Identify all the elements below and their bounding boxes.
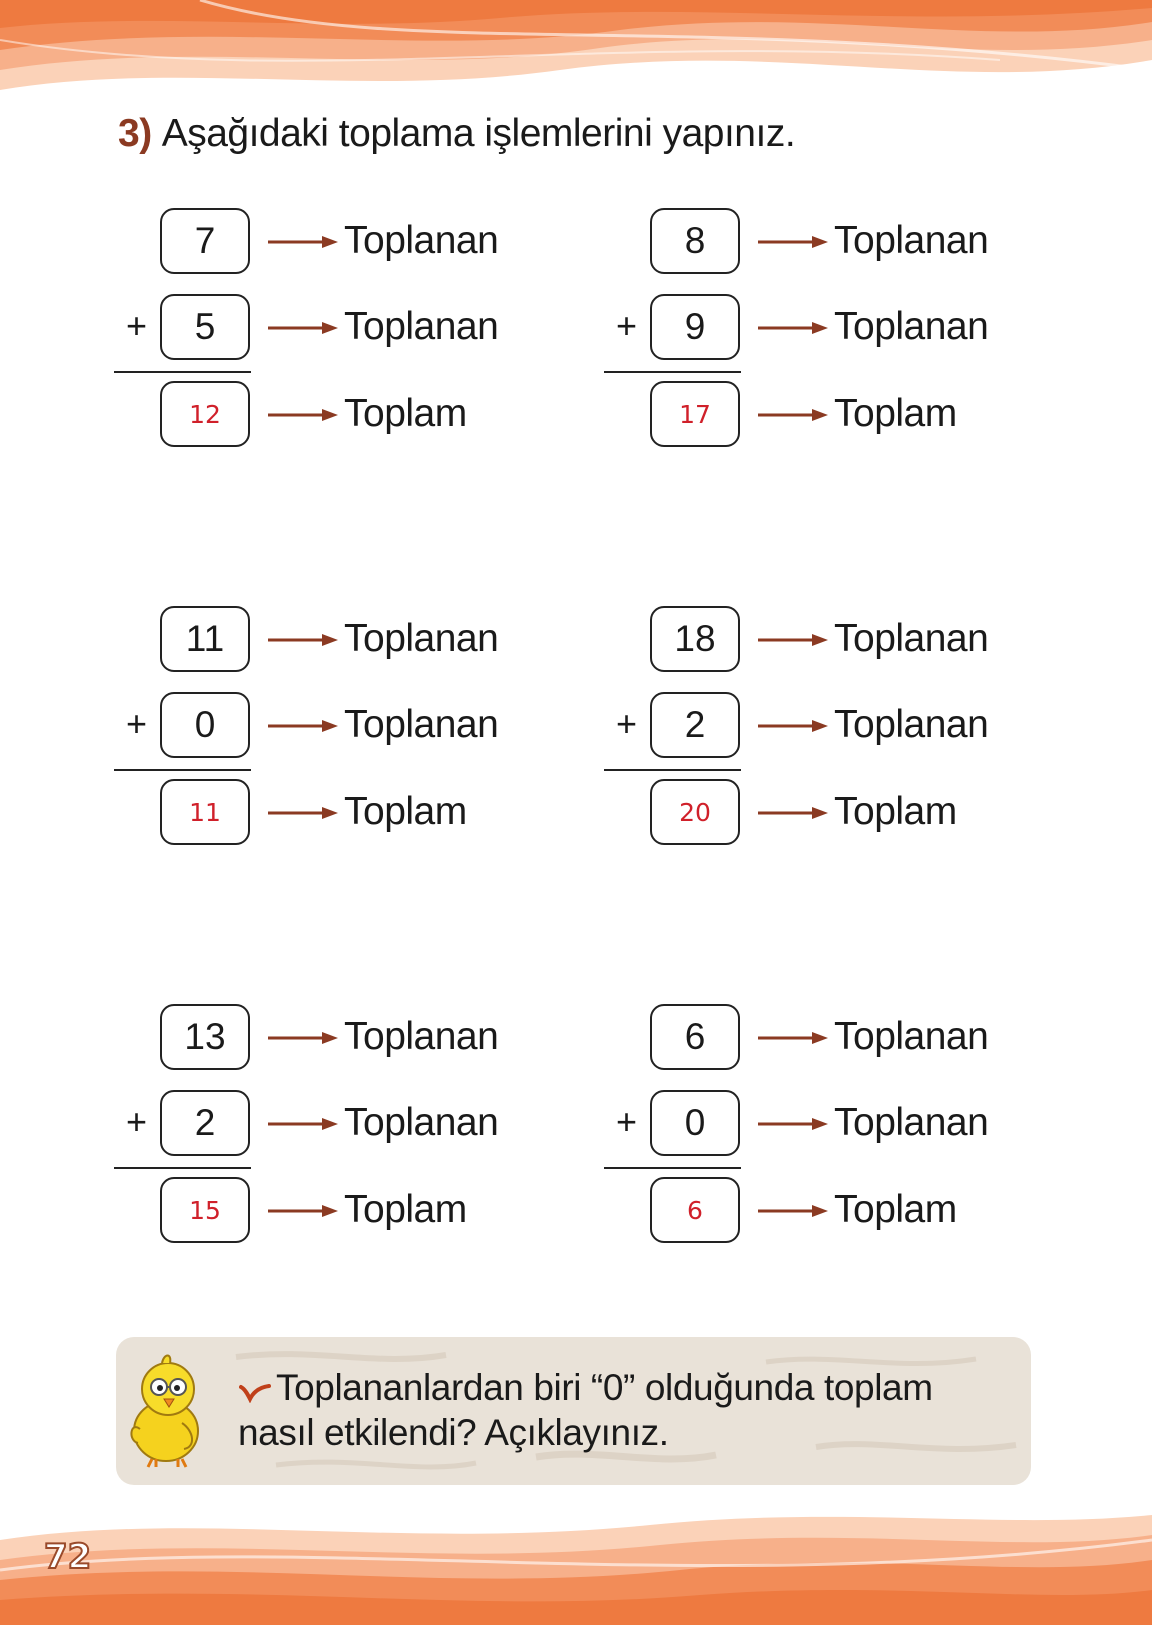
addend-label: Toplanan bbox=[344, 305, 499, 348]
addend-label: Toplanan bbox=[344, 617, 499, 660]
sum-label: Toplam bbox=[344, 392, 467, 435]
addend-2-box: 0 bbox=[160, 692, 250, 758]
note-question-line-1: Toplananlardan biri “0” olduğunda toplam bbox=[276, 1367, 933, 1408]
right-arrow-icon bbox=[268, 1204, 338, 1218]
addition-problem-1 bbox=[114, 208, 584, 458]
addend-2-box: 9 bbox=[650, 294, 740, 360]
right-arrow-icon bbox=[268, 633, 338, 647]
addend-1-box: 7 bbox=[160, 208, 250, 274]
reflection-note-box bbox=[116, 1337, 1031, 1485]
right-arrow-icon bbox=[758, 1204, 828, 1218]
check-mark-icon bbox=[239, 1377, 271, 1403]
addend-label: Toplanan bbox=[344, 219, 499, 262]
sum-label: Toplam bbox=[344, 1188, 467, 1231]
sum-line bbox=[604, 1167, 741, 1169]
paper-texture bbox=[116, 1337, 1031, 1485]
page-number: 72 bbox=[44, 1537, 92, 1577]
addend-label: Toplanan bbox=[834, 305, 989, 348]
right-arrow-icon bbox=[268, 1117, 338, 1131]
addition-problem-2 bbox=[604, 208, 1074, 458]
sum-line bbox=[604, 371, 741, 373]
sum-answer-box[interactable]: 12 bbox=[160, 381, 250, 447]
addition-problem-6 bbox=[604, 1004, 1074, 1254]
addend-2-box: 2 bbox=[650, 692, 740, 758]
addend-label: Toplanan bbox=[344, 703, 499, 746]
addend-label: Toplanan bbox=[834, 1015, 989, 1058]
bottom-wave-decoration bbox=[0, 1500, 1152, 1625]
sum-answer-box[interactable]: 6 bbox=[650, 1177, 740, 1243]
sum-answer-box[interactable]: 17 bbox=[650, 381, 740, 447]
right-arrow-icon bbox=[268, 806, 338, 820]
chick-mascot-icon bbox=[122, 1351, 212, 1469]
exercise-number: 3) bbox=[118, 112, 152, 155]
addend-label: Toplanan bbox=[344, 1015, 499, 1058]
right-arrow-icon bbox=[268, 408, 338, 422]
right-arrow-icon bbox=[268, 321, 338, 335]
sum-line bbox=[114, 769, 251, 771]
sum-line bbox=[114, 1167, 251, 1169]
addition-problem-5 bbox=[114, 1004, 584, 1254]
plus-sign: + bbox=[616, 1101, 638, 1142]
addend-label: Toplanan bbox=[834, 617, 989, 660]
addition-problem-4 bbox=[604, 606, 1074, 856]
addend-1-box: 11 bbox=[160, 606, 250, 672]
right-arrow-icon bbox=[758, 633, 828, 647]
sum-label: Toplam bbox=[344, 790, 467, 833]
right-arrow-icon bbox=[758, 408, 828, 422]
sum-answer-box[interactable]: 20 bbox=[650, 779, 740, 845]
plus-sign: + bbox=[616, 703, 638, 744]
addend-label: Toplanan bbox=[834, 703, 989, 746]
right-arrow-icon bbox=[268, 719, 338, 733]
note-question-line-2: nasıl etkilendi? Açıklayınız. bbox=[238, 1412, 669, 1453]
sum-line bbox=[114, 371, 251, 373]
addend-label: Toplanan bbox=[344, 1101, 499, 1144]
addend-2-box: 2 bbox=[160, 1090, 250, 1156]
sum-label: Toplam bbox=[834, 790, 957, 833]
exercise-title bbox=[118, 112, 795, 156]
right-arrow-icon bbox=[758, 321, 828, 335]
exercise-instruction: Aşağıdaki toplama işlemlerini yapınız. bbox=[161, 112, 796, 155]
plus-sign: + bbox=[126, 1101, 148, 1142]
addend-2-box: 5 bbox=[160, 294, 250, 360]
sum-answer-box[interactable]: 11 bbox=[160, 779, 250, 845]
addend-2-box: 0 bbox=[650, 1090, 740, 1156]
right-arrow-icon bbox=[758, 235, 828, 249]
right-arrow-icon bbox=[758, 1117, 828, 1131]
addend-label: Toplanan bbox=[834, 1101, 989, 1144]
plus-sign: + bbox=[126, 703, 148, 744]
top-wave-decoration bbox=[0, 0, 1152, 120]
right-arrow-icon bbox=[758, 806, 828, 820]
addend-1-box: 6 bbox=[650, 1004, 740, 1070]
sum-line bbox=[604, 769, 741, 771]
plus-sign: + bbox=[616, 305, 638, 346]
addend-label: Toplanan bbox=[834, 219, 989, 262]
sum-label: Toplam bbox=[834, 1188, 957, 1231]
right-arrow-icon bbox=[268, 235, 338, 249]
right-arrow-icon bbox=[758, 1031, 828, 1045]
addition-problem-3 bbox=[114, 606, 584, 856]
addend-1-box: 13 bbox=[160, 1004, 250, 1070]
plus-sign: + bbox=[126, 305, 148, 346]
addend-1-box: 18 bbox=[650, 606, 740, 672]
sum-answer-box[interactable]: 15 bbox=[160, 1177, 250, 1243]
right-arrow-icon bbox=[268, 1031, 338, 1045]
right-arrow-icon bbox=[758, 719, 828, 733]
addend-1-box: 8 bbox=[650, 208, 740, 274]
sum-label: Toplam bbox=[834, 392, 957, 435]
